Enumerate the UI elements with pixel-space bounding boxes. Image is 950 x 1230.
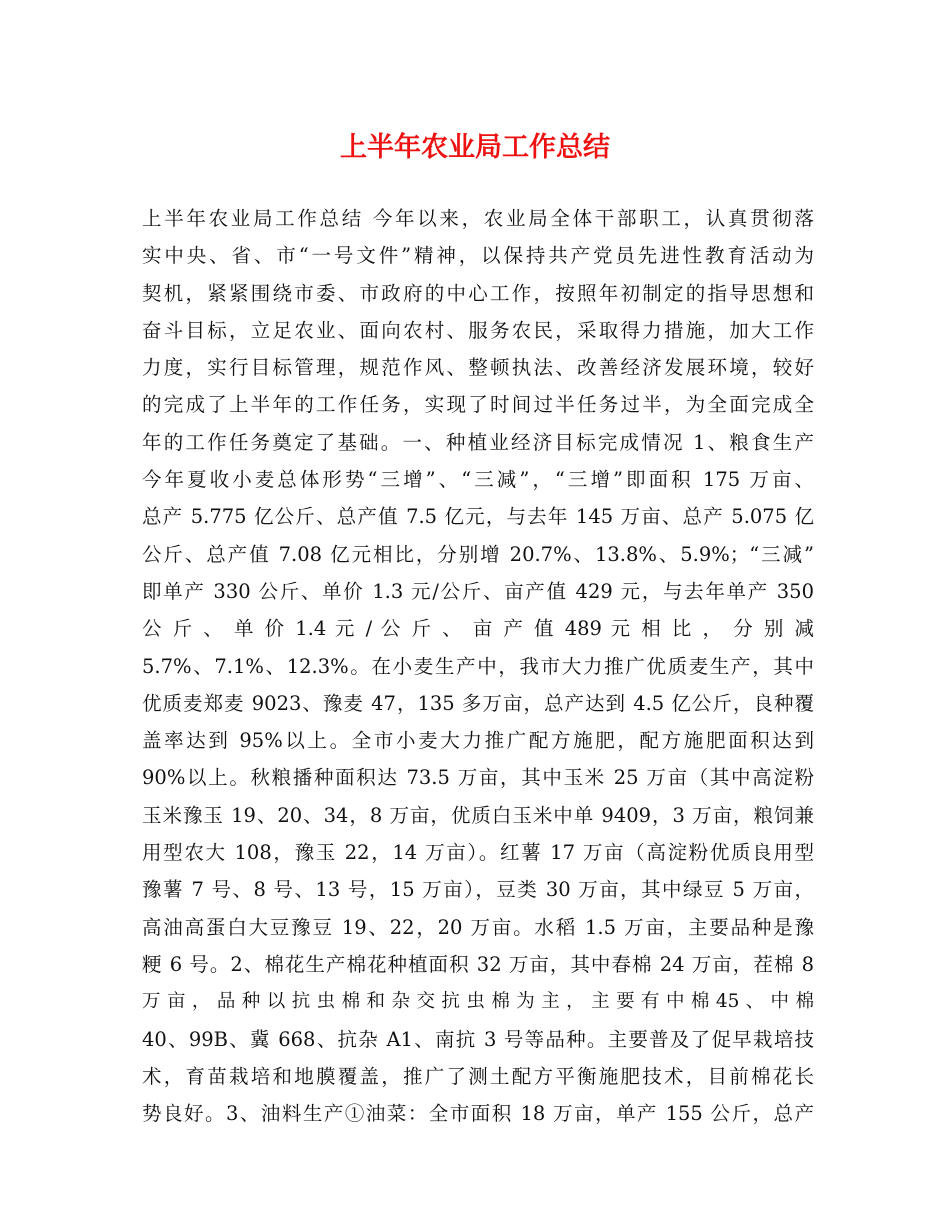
body-line-20: 高油高蛋白大豆豫豆 19、22，20 万亩。水稻 1.5 万亩，主要品种是豫 bbox=[142, 915, 814, 939]
body-line-25: 势良好。3、油料生产①油菜：全市面积 18 万亩，单产 155 公斤，总产 bbox=[142, 1102, 814, 1126]
body-line-23: 40、99B、冀 668、抗杂 A1、南抗 3 号等品种。主要普及了促早栽培技 bbox=[142, 1027, 814, 1051]
document-title: 上半年农业局工作总结 bbox=[340, 132, 610, 163]
document-body bbox=[142, 200, 814, 1132]
body-line-24: 术，育苗栽培和地膜覆盖，推广了测土配方平衡施肥技术，目前棉花长 bbox=[142, 1064, 814, 1088]
body-line-1: 上半年农业局工作总结 今年以来，农业局全体干部职工，认真贯彻落 bbox=[142, 207, 814, 230]
body-line-16: 90%以上。秋粮播种面积达 73.5 万亩，其中玉米 25 万亩（其中高淀粉 bbox=[142, 766, 814, 790]
body-line-3: 契机，紧紧围绕市委、市政府的中心工作，按照年初制定的指导思想和 bbox=[142, 281, 814, 305]
body-line-2: 实中央、省、市“一号文件”精神，以保持共产党员先进性教育活动为 bbox=[142, 244, 814, 268]
body-line-19: 豫薯 7 号、8 号、13 号，15 万亩），豆类 30 万亩，其中绿豆 5 万亩， bbox=[142, 878, 814, 902]
body-line-5: 力度，实行目标管理，规范作风、整顿执法、改善经济发展环境，较好 bbox=[142, 356, 814, 380]
body-line-6: 的完成了上半年的工作任务，实现了时间过半任务过半，为全面完成全 bbox=[142, 393, 814, 417]
body-line-7: 年的工作任务奠定了基础。一、种植业经济目标完成情况 1、粮食生产 bbox=[142, 430, 814, 454]
body-line-11: 即单产 330 公斤、单价 1.3 元/公斤、亩产值 429 元，与去年单产 350 bbox=[142, 579, 814, 603]
body-line-17: 玉米豫玉 19、20、34，8 万亩，优质白玉米中单 9409，3 万亩，粮饲兼 bbox=[142, 803, 814, 827]
body-line-18: 用型农大 108，豫玉 22，14 万亩）。红薯 17 万亩（高淀粉优质良用型 bbox=[142, 841, 814, 865]
body-line-21: 粳 6 号。2、棉花生产棉花种植面积 32 万亩，其中春棉 24 万亩，茬棉 8 bbox=[142, 952, 814, 976]
body-line-9: 总产 5.775 亿公斤、总产值 7.5 亿元，与去年 145 万亩、总产 5.075 亿 bbox=[142, 505, 814, 529]
body-line-22: 万 亩 ， 品 种 以 抗 虫 棉 和 杂 交 抗 虫 棉 为 主 ， 主 要 有 中 棉 45 、 中 棉 bbox=[142, 991, 814, 1013]
body-line-12: 公 斤 、 单 价 1.4 元 / 公 斤 、 亩 产 值 489 元 相 比 ， 分 别 减 bbox=[142, 617, 814, 641]
body-line-14: 优质麦郑麦 9023、豫麦 47，135 多万亩，总产达到 4.5 亿公斤，良种覆 bbox=[142, 691, 814, 715]
body-line-15: 盖率达到 95%以上。全市小麦大力推广配方施肥，配方施肥面积达到 bbox=[142, 729, 814, 753]
body-line-8: 今年夏收小麦总体形势“三增”、“三减”，“三增”即面积 175 万亩、 bbox=[142, 468, 814, 492]
body-line-13: 5.7%、7.1%、12.3%。在小麦生产中，我市大力推广优质麦生产，其中 bbox=[142, 654, 814, 678]
body-line-10: 公斤、总产值 7.08 亿元相比，分别增 20.7%、13.8%、5.9%；“三减” bbox=[142, 542, 814, 566]
body-line-4: 奋斗目标，立足农业、面向农村、服务农民，采取得力措施，加大工作 bbox=[142, 318, 814, 342]
